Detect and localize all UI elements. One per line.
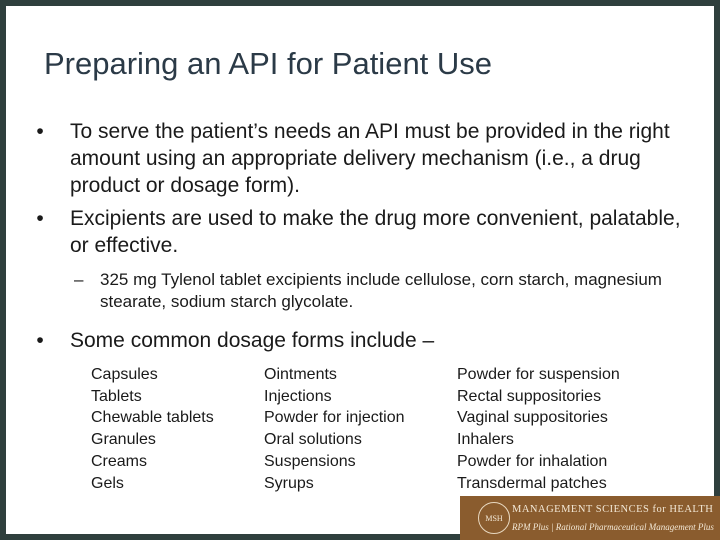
dosage-column-3 [457,364,620,494]
dosage-form: Gels [91,474,124,492]
dosage-form: Granules [91,431,156,449]
dosage-form: Ointments [264,366,337,383]
program-name: RPM Plus | Rational Pharmaceutical Management Plus [512,522,714,532]
bullet-item [30,118,690,199]
slide [6,6,714,534]
dosage-form: Rectal suppositories [457,387,602,405]
bullet-marker: • [36,207,44,230]
msh-logo-icon: MSH [478,502,510,534]
bullet-text: Excipients are used to make the drug more convenient, palatable, or effective. [70,207,681,257]
organization-name: MANAGEMENT SCIENCES for HEALTH [512,504,714,515]
bullet-marker: • [36,329,44,352]
bullet-item [30,327,690,354]
dosage-form: Powder for inhalation [457,452,608,470]
sub-bullet-text: 325 mg Tylenol tablet excipients include cellulose, corn starch, magnesium stearate, sodium starch glycolate. [100,270,662,311]
dosage-form: Suspensions [264,452,356,470]
dash-marker: – [74,270,84,289]
dosage-form: Oral solutions [264,431,362,449]
dosage-column-1 [91,364,214,494]
dosage-form: Creams [91,452,148,470]
bullet-text: Some common dosage forms include – [70,329,435,352]
dosage-column-2 [264,364,405,494]
dosage-form: Tablets [91,387,142,405]
bullet-text: To serve the patient’s needs an API must be provided in the right amount using an appropriate delivery mechanism (i.e., a drug product or dosage form). [70,120,670,197]
bullet-marker: • [36,120,44,143]
bullet-item [30,205,690,259]
dosage-form: Chewable tablets [91,409,214,427]
dosage-form: Powder for suspension [457,366,620,383]
dosage-form: Capsules [91,366,158,383]
dosage-form: Syrups [264,474,314,492]
sub-bullet-item [30,269,690,313]
slide-title: Preparing an API for Patient Use [44,46,493,81]
dosage-form: Injections [264,387,332,405]
dosage-form: Transdermal patches [457,474,607,492]
dosage-form: Inhalers [457,431,514,449]
footer-banner [460,496,720,540]
bullet-list [30,118,690,360]
dosage-form: Powder for injection [264,409,405,427]
dosage-form: Vaginal suppositories [457,409,608,427]
